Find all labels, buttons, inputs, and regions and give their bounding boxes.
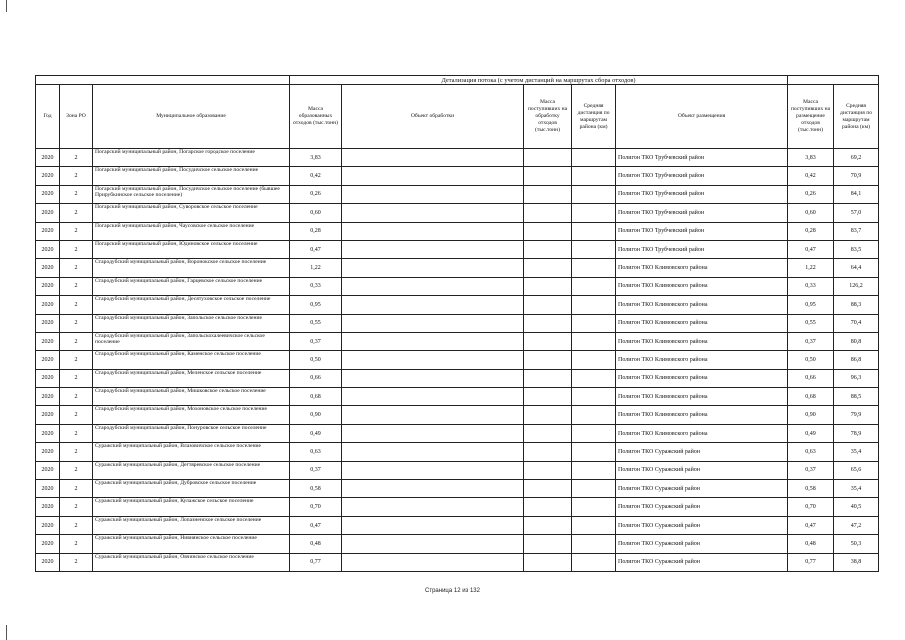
mass-generated-cell: 1,22 <box>290 259 342 277</box>
mass-processing-cell <box>524 461 572 479</box>
avg-distance-cell: 64,4 <box>834 259 879 277</box>
mass-processing-cell <box>524 480 572 498</box>
processing-object-cell <box>342 351 524 369</box>
placement-object-cell: Полигон ТКО Суражский район <box>616 480 788 498</box>
year-cell: 2020 <box>36 498 60 516</box>
mass-generated-cell: 0,37 <box>290 461 342 479</box>
zone-cell: 2 <box>60 535 93 553</box>
placement-object-cell: Полигон ТКО Климовского района <box>616 406 788 424</box>
placement-object-cell: Полигон ТКО Суражский район <box>616 443 788 461</box>
processing-object-cell <box>342 167 524 185</box>
avg-distance-cell: 88,3 <box>834 296 879 314</box>
avg-distance-route-cell <box>572 277 616 295</box>
year-cell: 2020 <box>36 388 60 406</box>
caption-spacer-right <box>788 76 879 85</box>
mass-placement-cell: 0,95 <box>788 296 834 314</box>
table-row <box>36 443 879 461</box>
left-margin-mark-top <box>6 0 7 12</box>
mass-processing-cell <box>524 204 572 222</box>
processing-object-cell <box>342 277 524 295</box>
year-cell: 2020 <box>36 314 60 332</box>
mass-placement-cell: 0,33 <box>788 277 834 295</box>
year-cell: 2020 <box>36 296 60 314</box>
avg-distance-route-cell <box>572 498 616 516</box>
mass-placement-cell: 0,60 <box>788 204 834 222</box>
page-number: Страница 12 из 132 <box>425 588 480 594</box>
year-cell: 2020 <box>36 406 60 424</box>
placement-object-cell: Полигон ТКО Климовского района <box>616 351 788 369</box>
municipality-cell: Стародубский муниципальный район, Запольское сельское поселение <box>93 314 290 332</box>
year-cell: 2020 <box>36 443 60 461</box>
avg-distance-cell: 50,3 <box>834 535 879 553</box>
year-cell: 2020 <box>36 516 60 534</box>
mass-generated-cell: 0,77 <box>290 553 342 571</box>
table-row <box>36 516 879 534</box>
header-processing-object: Объект обработки <box>342 85 524 149</box>
zone-cell: 2 <box>60 259 93 277</box>
avg-distance-cell: 84,1 <box>834 185 879 203</box>
mass-placement-cell: 0,50 <box>788 351 834 369</box>
zone-cell: 2 <box>60 277 93 295</box>
zone-cell: 2 <box>60 149 93 167</box>
placement-object-cell: Полигон ТКО Суражский район <box>616 516 788 534</box>
avg-distance-route-cell <box>572 406 616 424</box>
municipality-cell: Стародубский муниципальный район, Десятуховское сельское поселение <box>93 296 290 314</box>
avg-distance-cell: 69,2 <box>834 149 879 167</box>
processing-object-cell <box>342 296 524 314</box>
processing-object-cell <box>342 406 524 424</box>
table-row <box>36 296 879 314</box>
header-zone: Зона РО <box>60 85 93 149</box>
year-cell: 2020 <box>36 351 60 369</box>
avg-distance-cell: 80,8 <box>834 332 879 350</box>
zone-cell: 2 <box>60 240 93 258</box>
mass-processing-cell <box>524 222 572 240</box>
table-row <box>36 314 879 332</box>
year-cell: 2020 <box>36 167 60 185</box>
avg-distance-route-cell <box>572 535 616 553</box>
municipality-cell: Погарский муниципальный район, Чаусовское сельское поселение <box>93 222 290 240</box>
mass-processing-cell <box>524 406 572 424</box>
placement-object-cell: Полигон ТКО Трубчевский район <box>616 149 788 167</box>
waste-flow-table <box>35 75 879 572</box>
avg-distance-route-cell <box>572 259 616 277</box>
year-cell: 2020 <box>36 222 60 240</box>
mass-processing-cell <box>524 443 572 461</box>
zone-cell: 2 <box>60 406 93 424</box>
avg-distance-route-cell <box>572 314 616 332</box>
avg-distance-cell: 78,9 <box>834 424 879 442</box>
mass-generated-cell: 0,55 <box>290 314 342 332</box>
header-mass-placement: Масса поступивших на размещение отходов (тыс.тонн) <box>788 85 834 149</box>
placement-object-cell: Полигон ТКО Климовского района <box>616 259 788 277</box>
placement-object-cell: Полигон ТКО Климовского района <box>616 388 788 406</box>
mass-placement-cell: 0,66 <box>788 369 834 387</box>
table-row <box>36 406 879 424</box>
mass-generated-cell: 0,66 <box>290 369 342 387</box>
municipality-cell: Погарский муниципальный район, Погарское городское поселение <box>93 149 290 167</box>
avg-distance-cell: 70,4 <box>834 314 879 332</box>
avg-distance-route-cell <box>572 369 616 387</box>
mass-processing-cell <box>524 277 572 295</box>
municipality-cell: Стародубский муниципальный район, Мохоновское сельское поселение <box>93 406 290 424</box>
mass-placement-cell: 0,70 <box>788 498 834 516</box>
placement-object-cell: Полигон ТКО Суражский район <box>616 553 788 571</box>
year-cell: 2020 <box>36 185 60 203</box>
header-mass-generated: Масса образованных отходов (тыс.тонн) <box>290 85 342 149</box>
mass-generated-cell: 0,63 <box>290 443 342 461</box>
mass-placement-cell: 0,48 <box>788 535 834 553</box>
avg-distance-route-cell <box>572 240 616 258</box>
year-cell: 2020 <box>36 332 60 350</box>
avg-distance-cell: 83,7 <box>834 222 879 240</box>
municipality-cell: Стародубский муниципальный район, Понуровское сельское поселение <box>93 424 290 442</box>
municipality-cell: Суражский муниципальный район, Дубровское сельское поселение <box>93 480 290 498</box>
municipality-cell: Суражский муниципальный район, Нивнянское сельское поселение <box>93 535 290 553</box>
placement-object-cell: Полигон ТКО Суражский район <box>616 535 788 553</box>
processing-object-cell <box>342 314 524 332</box>
mass-processing-cell <box>524 388 572 406</box>
mass-processing-cell <box>524 351 572 369</box>
mass-placement-cell: 0,63 <box>788 443 834 461</box>
placement-object-cell: Полигон ТКО Климовского района <box>616 296 788 314</box>
mass-placement-cell: 0,37 <box>788 332 834 350</box>
mass-processing-cell <box>524 516 572 534</box>
municipality-cell: Суражский муниципальный район, Лопазненское сельское поселение <box>93 516 290 534</box>
table-row <box>36 204 879 222</box>
header-municipality: Муниципальное образование <box>93 85 290 149</box>
table-row <box>36 149 879 167</box>
processing-object-cell <box>342 149 524 167</box>
processing-object-cell <box>342 480 524 498</box>
mass-generated-cell: 0,48 <box>290 535 342 553</box>
zone-cell: 2 <box>60 314 93 332</box>
mass-processing-cell <box>524 240 572 258</box>
avg-distance-route-cell <box>572 443 616 461</box>
avg-distance-cell: 35,4 <box>834 480 879 498</box>
placement-object-cell: Полигон ТКО Трубчевский район <box>616 204 788 222</box>
mass-processing-cell <box>524 314 572 332</box>
mass-placement-cell: 0,26 <box>788 185 834 203</box>
placement-object-cell: Полигон ТКО Климовского района <box>616 277 788 295</box>
year-cell: 2020 <box>36 553 60 571</box>
municipality-cell: Погарский муниципальный район, Посудичское сельское поселение <box>93 167 290 185</box>
year-cell: 2020 <box>36 277 60 295</box>
avg-distance-cell: 86,8 <box>834 351 879 369</box>
year-cell: 2020 <box>36 369 60 387</box>
processing-object-cell <box>342 461 524 479</box>
mass-generated-cell: 0,95 <box>290 296 342 314</box>
avg-distance-route-cell <box>572 204 616 222</box>
avg-distance-route-cell <box>572 461 616 479</box>
municipality-cell: Стародубский муниципальный район, Гарцевское сельское поселение <box>93 277 290 295</box>
avg-distance-route-cell <box>572 222 616 240</box>
municipality-cell: Погарский муниципальный район, Посудичское сельское поселение (бывшее Прирубкинское сельское поселение) <box>93 185 290 203</box>
mass-placement-cell: 0,47 <box>788 240 834 258</box>
header-placement-object: Объект размещения <box>616 85 788 149</box>
mass-generated-cell: 0,70 <box>290 498 342 516</box>
mass-processing-cell <box>524 553 572 571</box>
zone-cell: 2 <box>60 480 93 498</box>
mass-processing-cell <box>524 259 572 277</box>
zone-cell: 2 <box>60 204 93 222</box>
avg-distance-route-cell <box>572 553 616 571</box>
placement-object-cell: Полигон ТКО Трубчевский район <box>616 167 788 185</box>
header-mass-processing: Масса поступивших на обработку отходов (тыс.тонн) <box>524 85 572 149</box>
placement-object-cell: Полигон ТКО Климовского района <box>616 332 788 350</box>
table-row <box>36 480 879 498</box>
processing-object-cell <box>342 553 524 571</box>
table-row <box>36 277 879 295</box>
placement-object-cell: Полигон ТКО Трубчевский район <box>616 185 788 203</box>
header-avg-distance: Средняя дистанция по маршрутам района (км) <box>834 85 879 149</box>
mass-placement-cell: 1,22 <box>788 259 834 277</box>
year-cell: 2020 <box>36 461 60 479</box>
table-row <box>36 553 879 571</box>
processing-object-cell <box>342 388 524 406</box>
mass-placement-cell: 0,49 <box>788 424 834 442</box>
processing-object-cell <box>342 516 524 534</box>
processing-object-cell <box>342 443 524 461</box>
processing-object-cell <box>342 332 524 350</box>
zone-cell: 2 <box>60 369 93 387</box>
mass-generated-cell: 0,49 <box>290 424 342 442</box>
placement-object-cell: Полигон ТКО Трубчевский район <box>616 222 788 240</box>
mass-generated-cell: 0,47 <box>290 240 342 258</box>
avg-distance-cell: 38,8 <box>834 553 879 571</box>
zone-cell: 2 <box>60 351 93 369</box>
mass-placement-cell: 0,55 <box>788 314 834 332</box>
table-row <box>36 369 879 387</box>
mass-processing-cell <box>524 185 572 203</box>
municipality-cell: Суражский муниципальный район, Овчинское сельское поселение <box>93 553 290 571</box>
mass-placement-cell: 0,42 <box>788 167 834 185</box>
avg-distance-route-cell <box>572 185 616 203</box>
table-row <box>36 388 879 406</box>
processing-object-cell <box>342 222 524 240</box>
table-row <box>36 351 879 369</box>
avg-distance-cell: 70,9 <box>834 167 879 185</box>
year-cell: 2020 <box>36 204 60 222</box>
avg-distance-route-cell <box>572 516 616 534</box>
avg-distance-route-cell <box>572 388 616 406</box>
municipality-cell: Стародубский муниципальный район, Каменское сельское поселение <box>93 351 290 369</box>
zone-cell: 2 <box>60 553 93 571</box>
placement-object-cell: Полигон ТКО Климовского района <box>616 369 788 387</box>
avg-distance-cell: 88,5 <box>834 388 879 406</box>
mass-processing-cell <box>524 369 572 387</box>
placement-object-cell: Полигон ТКО Климовского района <box>616 314 788 332</box>
mass-processing-cell <box>524 498 572 516</box>
zone-cell: 2 <box>60 388 93 406</box>
zone-cell: 2 <box>60 222 93 240</box>
mass-processing-cell <box>524 424 572 442</box>
zone-cell: 2 <box>60 424 93 442</box>
processing-object-cell <box>342 369 524 387</box>
processing-object-cell <box>342 498 524 516</box>
municipality-cell: Суражский муниципальный район, Дегтяревское сельское поселение <box>93 461 290 479</box>
year-cell: 2020 <box>36 424 60 442</box>
mass-processing-cell <box>524 332 572 350</box>
processing-object-cell <box>342 535 524 553</box>
table-row <box>36 461 879 479</box>
processing-object-cell <box>342 259 524 277</box>
year-cell: 2020 <box>36 259 60 277</box>
table-row <box>36 498 879 516</box>
mass-processing-cell <box>524 149 572 167</box>
avg-distance-route-cell <box>572 351 616 369</box>
avg-distance-cell: 126,2 <box>834 277 879 295</box>
table-row <box>36 222 879 240</box>
avg-distance-cell: 47,2 <box>834 516 879 534</box>
mass-placement-cell: 0,90 <box>788 406 834 424</box>
avg-distance-route-cell <box>572 480 616 498</box>
mass-placement-cell: 0,47 <box>788 516 834 534</box>
avg-distance-cell: 83,5 <box>834 240 879 258</box>
table-row <box>36 240 879 258</box>
avg-distance-cell: 40,5 <box>834 498 879 516</box>
avg-distance-route-cell <box>572 332 616 350</box>
mass-placement-cell: 3,83 <box>788 149 834 167</box>
placement-object-cell: Полигон ТКО Суражский район <box>616 461 788 479</box>
year-cell: 2020 <box>36 480 60 498</box>
mass-generated-cell: 0,37 <box>290 332 342 350</box>
processing-object-cell <box>342 424 524 442</box>
mass-processing-cell <box>524 535 572 553</box>
municipality-cell: Стародубский муниципальный район, Запольскохалеевичское сельское поселение <box>93 332 290 350</box>
mass-generated-cell: 0,47 <box>290 516 342 534</box>
mass-placement-cell: 0,77 <box>788 553 834 571</box>
zone-cell: 2 <box>60 185 93 203</box>
municipality-cell: Погарский муниципальный район, Юдиновское сельское поселение <box>93 240 290 258</box>
avg-distance-cell: 57,0 <box>834 204 879 222</box>
mass-generated-cell: 0,50 <box>290 351 342 369</box>
table-row <box>36 167 879 185</box>
table-row <box>36 185 879 203</box>
processing-object-cell <box>342 185 524 203</box>
zone-cell: 2 <box>60 498 93 516</box>
mass-generated-cell: 0,60 <box>290 204 342 222</box>
placement-object-cell: Полигон ТКО Суражский район <box>616 498 788 516</box>
municipality-cell: Стародубский муниципальный район, Мишковское сельское поселение <box>93 388 290 406</box>
avg-distance-cell: 96,3 <box>834 369 879 387</box>
caption-spacer <box>36 76 290 85</box>
avg-distance-route-cell <box>572 424 616 442</box>
avg-distance-route-cell <box>572 167 616 185</box>
mass-generated-cell: 0,26 <box>290 185 342 203</box>
municipality-cell: Погарский муниципальный район, Суворовское сельское поселение <box>93 204 290 222</box>
header-avg-distance-route: Средняя дистанция по маршрутам района (км) <box>572 85 616 149</box>
mass-generated-cell: 0,68 <box>290 388 342 406</box>
mass-processing-cell <box>524 296 572 314</box>
avg-distance-cell: 35,4 <box>834 443 879 461</box>
table-row <box>36 535 879 553</box>
mass-placement-cell: 0,28 <box>788 222 834 240</box>
mass-generated-cell: 0,90 <box>290 406 342 424</box>
table-row <box>36 424 879 442</box>
year-cell: 2020 <box>36 240 60 258</box>
zone-cell: 2 <box>60 332 93 350</box>
avg-distance-cell: 79,9 <box>834 406 879 424</box>
avg-distance-route-cell <box>572 149 616 167</box>
mass-generated-cell: 0,28 <box>290 222 342 240</box>
mass-generated-cell: 0,42 <box>290 167 342 185</box>
table-row <box>36 259 879 277</box>
mass-generated-cell: 3,83 <box>290 149 342 167</box>
mass-generated-cell: 0,58 <box>290 480 342 498</box>
avg-distance-cell: 65,6 <box>834 461 879 479</box>
zone-cell: 2 <box>60 516 93 534</box>
table-row <box>36 332 879 350</box>
header-year: Год <box>36 85 60 149</box>
zone-cell: 2 <box>60 167 93 185</box>
zone-cell: 2 <box>60 443 93 461</box>
municipality-cell: Стародубский муниципальный район, Воронокское сельское поселение <box>93 259 290 277</box>
mass-generated-cell: 0,33 <box>290 277 342 295</box>
municipality-cell: Суражский муниципальный район, Влазовичское сельское поселение <box>93 443 290 461</box>
processing-object-cell <box>342 240 524 258</box>
left-margin-mark-bottom <box>6 625 7 640</box>
municipality-cell: Стародубский муниципальный район, Меленское сельское поселение <box>93 369 290 387</box>
year-cell: 2020 <box>36 149 60 167</box>
processing-object-cell <box>342 204 524 222</box>
mass-placement-cell: 0,58 <box>788 480 834 498</box>
year-cell: 2020 <box>36 535 60 553</box>
mass-placement-cell: 0,68 <box>788 388 834 406</box>
zone-cell: 2 <box>60 296 93 314</box>
placement-object-cell: Полигон ТКО Трубчевский район <box>616 240 788 258</box>
avg-distance-route-cell <box>572 296 616 314</box>
placement-object-cell: Полигон ТКО Климовского района <box>616 424 788 442</box>
mass-processing-cell <box>524 167 572 185</box>
table-caption: Детализация потока (с учетом дистанций на маршрутах сбора отходов) <box>290 76 788 85</box>
zone-cell: 2 <box>60 461 93 479</box>
mass-placement-cell: 0,37 <box>788 461 834 479</box>
municipality-cell: Суражский муниципальный район, Кулажское сельское поселение <box>93 498 290 516</box>
